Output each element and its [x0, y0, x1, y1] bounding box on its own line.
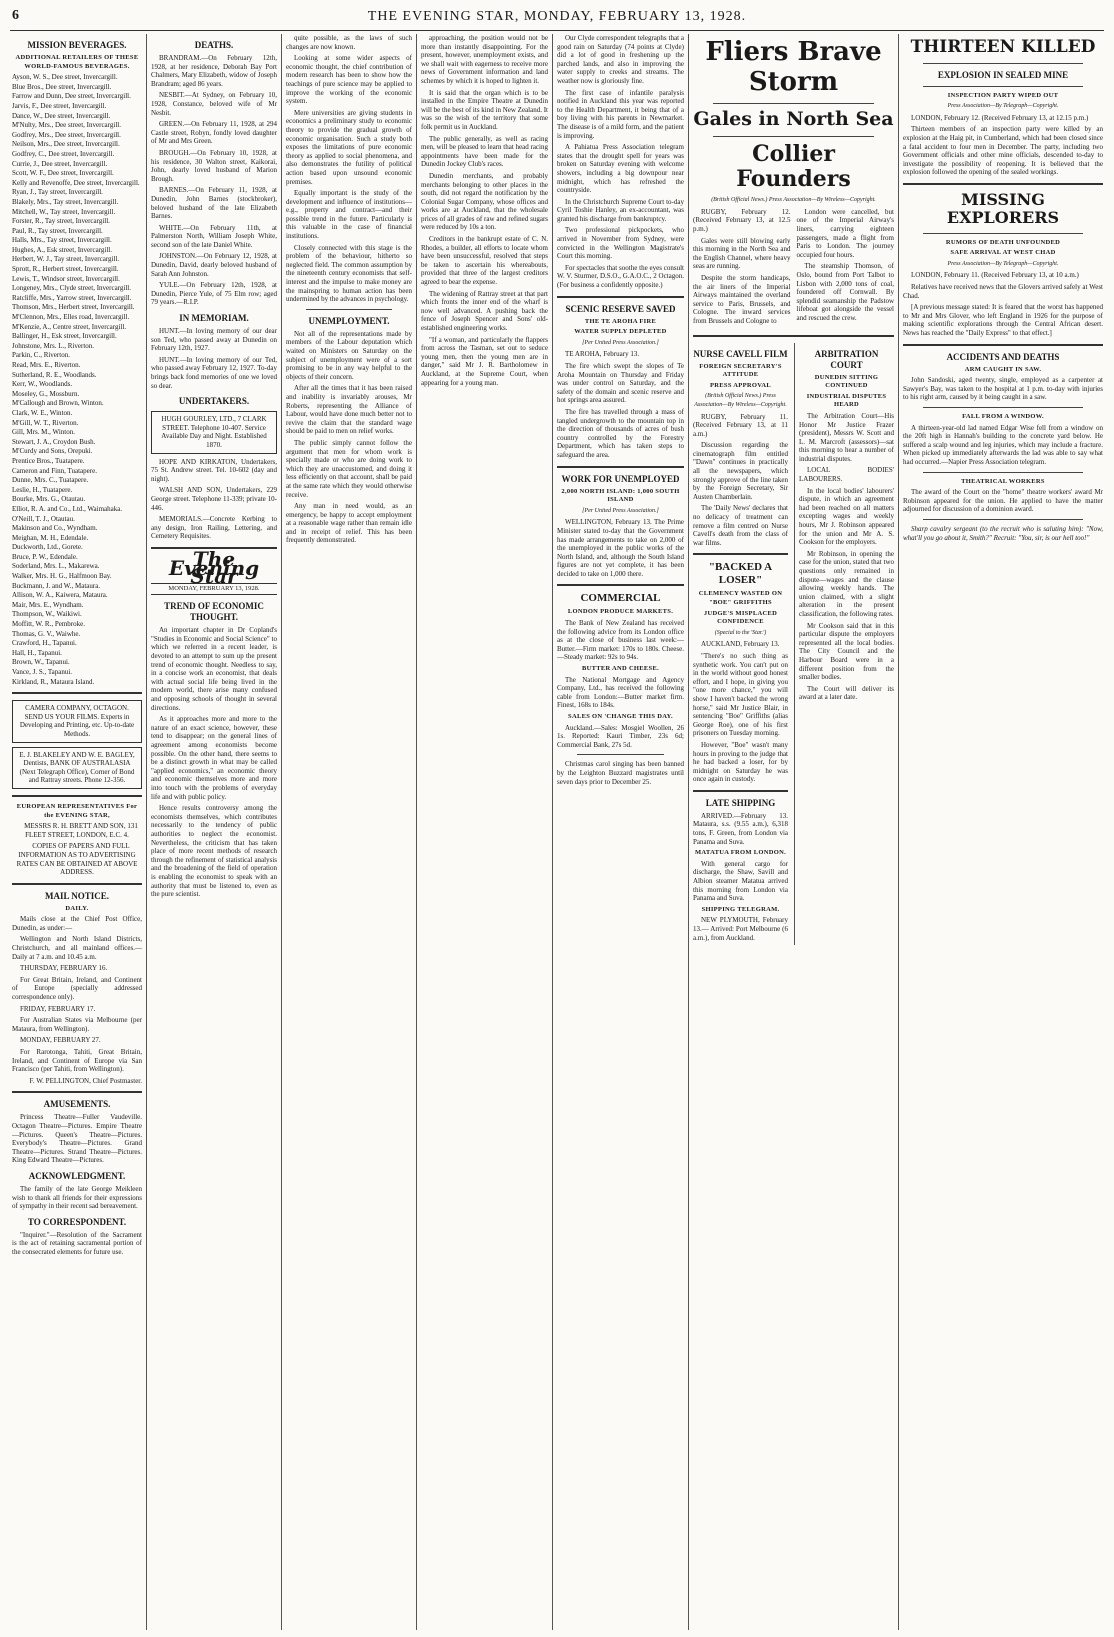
retailer-list-item: Allison, W. A., Kaiwera, Mataura. — [12, 591, 108, 600]
fliers-paragraph: The steamship Thomson, of Oslo, bound from Port Talbot to Lisbon with 2,000 tons of coal, foundered off Cornwall. By splendid seamanship the Padstow lifeboat got alongside the vessel and rescued the crew. — [796, 262, 894, 322]
killed-body — [903, 114, 1103, 177]
work-unemployed-source: [Per United Press Association.] — [582, 507, 659, 514]
retailer-list-item: Johnstone, Mrs. L., Riverton. — [12, 341, 95, 350]
retailer-list-item: O'Neill, T. J., Otautau. — [12, 514, 75, 523]
divider — [903, 344, 1103, 346]
arbitration-sub: DUNEDIN SITTING CONTINUED — [814, 373, 879, 390]
matatua-title: MATATUA FROM LONDON. — [694, 849, 787, 857]
mail-notice-paragraph: THURSDAY, FEBRUARY 16. — [20, 964, 108, 973]
unemployment-title: UNEMPLOYMENT. — [308, 315, 390, 326]
column-rule — [146, 34, 147, 1630]
mail-notice-sign: F. W. PELLINGTON, Chief Postmaster. — [29, 1076, 142, 1085]
cavell-sub2: PRESS APPROVAL — [710, 381, 771, 389]
dateline: MONDAY, FEBRUARY 13, 1928. — [151, 583, 277, 596]
inspection-party-sub: INSPECTION PARTY WIPED OUT — [947, 91, 1059, 99]
christmas-carol-item: Christmas carol singing has been banned by the Leighton Buzzard magistrates until seven days prior to December 25. — [557, 760, 684, 786]
editorial-paragraph: Equally important is the study of the development and influence of institutions—e.g., property and contract—and their possible trend in the future. Particularly is this valuable in the case of financial institutions. — [286, 189, 412, 241]
divider — [577, 754, 664, 755]
in-memoriam-title: IN MEMORIAM. — [179, 313, 249, 324]
news-paragraph: Dunedin merchants, and probably merchants belonging to other places in the south, did not regard the notification by the Colonial Sugar Company, whose offices and works are at Auckland, that the wholesale prices of all grades of raw and refined sugars were reduced by 10s a ton. — [421, 171, 548, 232]
mail-notice-title: MAIL NOTICE. — [44, 890, 109, 901]
amusements-title: AMUSEMENTS. — [43, 1099, 111, 1110]
butter-cheese-title: BUTTER AND CHEESE. — [581, 665, 660, 673]
walsh-ad: WALSH AND SON, Undertakers, 229 George street. Telephone 11-339; private 10-446. — [151, 486, 277, 512]
retailer-list-item: M'Nulty, Mrs., Dee street, Invercargill. — [12, 121, 121, 130]
arbitration-body — [799, 412, 894, 702]
lower-split — [693, 343, 894, 946]
theatrical-body: The award of the Court on the "home" theatre workers' award Mr Robinson appeared for the union. He applied to have the matter adjourned for discussion of a dominion award. — [903, 488, 1103, 514]
retailer-list-item: Farrow and Dunn, Dee street, Invercargill. — [12, 92, 131, 101]
retailer-list-item: Blakely, Mrs., Tay street, Invercargill. — [12, 197, 119, 206]
retailer-list-item: Thomson, Mrs., Herbert street, Invercargill. — [12, 303, 135, 312]
correspondent-title: TO CORRESPONDENT. — [27, 1216, 127, 1227]
news-paragraph: Creditors in the bankrupt estate of C. N. Rhodes, a builder, all efforts to locate whom have been unsuccessful, resolved that steps be taken to ascertain his whereabouts, provided that three of the largest creditors agreed to bear the expense. — [421, 235, 548, 287]
missing-explorers-headline: MISSING EXPLORERS — [946, 189, 1060, 228]
sales-change-body: Auckland.—Sales: Mosgiel Woollen, 26 1s. Reported: Kauri Timber, 23s 6d; Commercial Bank, 27s 5d. — [557, 723, 684, 749]
cavell-paragraph: Discussion regarding the cinematograph film entitled "Dawn" continues in practically all the newspapers, which strongly approve of the line taken by the Foreign Secretary, Sir Austen Chamberlain. — [693, 441, 788, 501]
retailer-list-item: Lewis, T., Windsor street, Invercargill. — [12, 274, 120, 283]
fliers-body-right — [797, 208, 895, 329]
arbitration-paragraph: The Arbitration Court—His Honor Mr Justice Frazer (president), Messrs W. Scott and L. M. Marcroft (assessors)—sat this morning to hear a number of industrial disputes. — [799, 411, 894, 463]
memoriam-notice: HUNT.—In loving memory of our dear son Ted, who passed away at Dunedin on February 12th, 1927. — [151, 327, 277, 353]
column-2 — [151, 34, 277, 1630]
divider — [713, 103, 874, 104]
in-memoriam-list — [151, 327, 277, 390]
camera-company-ad: CAMERA COMPANY, OCTAGON. SEND US YOUR FILMS. Experts in Developing and Printing, etc. Up-to-date Methods. — [12, 700, 142, 742]
scenic-reserve-sub: THE TE AROHA FIRE — [584, 317, 657, 325]
retailer-list-item: Parkin, C., Riverton. — [12, 351, 70, 360]
page-number: 6 — [12, 8, 19, 23]
arbitration-paragraph: Mr Cookson said that in this particular dispute the employers represented all the local bodies. The City Council and the Harbour Board were in a different position from the smaller bodies. — [799, 621, 894, 682]
retailer-list-item: M'Callough and Brown, Winton. — [12, 399, 104, 408]
fall-window-title: FALL FROM A WINDOW. — [962, 412, 1044, 420]
divider — [12, 1091, 142, 1093]
death-notice: YULE.—On February 12th, 1928, at Dunedin, Pierce Yule, of 75 Elm row; aged 79 years.—R.I.P. — [151, 281, 277, 307]
death-notice: JOHNSTON.—On February 12, 1928, at Dunedin, David, dearly beloved husband of Sarah Ann Johnston. — [151, 252, 277, 278]
divider — [693, 790, 788, 792]
memorials-ad: MEMORIALS.—Concrete Kerbing to any design, Iron Railing, Lettering, and Cemetery Requisites. — [151, 515, 277, 541]
mission-subtitle: ADDITIONAL RETAILERS OF THESE WORLD-FAMOUS BEVERAGES. — [15, 54, 139, 70]
column-rule — [416, 34, 417, 1630]
retailer-list-item: Soderland, Mrs. L., Makarewa. — [12, 562, 100, 571]
divider — [923, 233, 1083, 234]
retailer-list-item: M'Gill, W. T., Riverton. — [12, 418, 79, 427]
loser-body — [693, 640, 788, 784]
retailer-list-item: Ayson, W. S., Dee street, Invercargill. — [12, 73, 118, 82]
arbitration-title: ARBITRATION COURT — [814, 348, 879, 370]
retailer-list-item: Moseley, G., Mossburn. — [12, 389, 80, 398]
mail-notice-paragraph: FRIDAY, FEBRUARY 17. — [20, 1004, 96, 1013]
death-notice: WHITE.—On February 11th, at Palmerston North, William Joseph White, second son of the late Daniel White. — [151, 223, 277, 249]
euro-rep-body: MESSRS R. H. BRETT AND SON, 131 FLEET STREET, LONDON, E.C. 4. — [24, 822, 138, 839]
cavell-body — [693, 413, 788, 548]
retailer-list-item: Sprott, R., Herbert street, Invercargill. — [12, 265, 119, 274]
retailer-list-item: Stewart, J. A., Croydon Bush. — [12, 437, 96, 446]
divider — [923, 472, 1083, 473]
editorial-title: TREND OF ECONOMIC THOUGHT. — [164, 601, 264, 623]
news-paragraph: Two professional pickpockets, who arrived in November from Sydney, were convicted in the Wellington Magistrate's Court this morning. — [557, 226, 684, 261]
late-shipping-body: ARRIVED.—February 13. Mataura, s.s. (9.55 a.m.), 6,318 tons, F. Green, from London via Panama and Suva. — [693, 811, 788, 846]
accidents-title: ACCIDENTS AND DEATHS — [946, 351, 1060, 362]
divider — [12, 692, 142, 694]
unemployment-paragraph: Not all of the representations made by members of the Labour deputation which waited on Ministers on Saturday on the subject of unemployment were of a sort promising to be in any way helpful to the objects of their concern. — [286, 329, 412, 381]
retailer-list-item: Walker, Mrs. H. G., Halfmoon Bay. — [12, 572, 112, 581]
explorers-sub: RUMORS OF DEATH UNFOUNDED — [945, 238, 1061, 246]
fall-window-body: A thirteen-year-old lad named Edgar Wise fell from a window on the 20ft high in Hannah's building to the concrete yard below. He suffered a scalp wound and leg injuries, which may include a fracture. When picked up immediately afterwards the lad was able to say what had occurred.—Napier Press Association telegram. — [903, 423, 1103, 466]
death-notice: BRANDRAM.—On February 12th, 1928, at her residence, Deborah Bay Port Chalmers, Mary Elizabeth, widow of Joseph Brandram; aged 86 years. — [151, 54, 277, 88]
cavell-paragraph: RUGBY, February 11. (Received February 13, at 11 a.m.) — [693, 412, 788, 438]
column-rule — [552, 34, 553, 1630]
retailer-list-item: Halls, Mrs., Tay street, Invercargill. — [12, 236, 112, 245]
divider — [306, 309, 392, 310]
newspaper-nameplate: The Evening Star — [168, 546, 260, 589]
collier-headline: Collier Founders — [736, 140, 851, 192]
divider — [923, 407, 1083, 408]
memoriam-notice: HUNT.—In loving memory of our Ted, who passed away February 12, 1927. To-day brings back fond memories of one we loved so dear. — [151, 355, 277, 390]
death-notice: NESBIT.—At Sydney, on February 10, 1928, Constance, beloved wife of Mr Nesbit. — [151, 91, 277, 117]
cavell-source: (British Official News.) Press Association—By Wireless—Copyright. — [694, 393, 787, 408]
fliers-headline: Fliers Brave Storm — [705, 37, 882, 97]
mail-notice-body — [12, 915, 142, 1074]
dentist-ad: E. J. BLAKELEY AND W. E. BAGLEY, Dentists, BANK OF AUSTRALASIA (Next Telegraph Office), Corner of Bond and Rattray streets. Phone 12-356. — [12, 747, 142, 789]
divider — [713, 136, 874, 137]
divider — [12, 795, 142, 797]
shipping-telegram-body: NEW PLYMOUTH, February 13.— Arrived: Port Melbourne (6 a.m.), from Auckland. — [693, 916, 788, 942]
editorial-paragraph: Looking at some wider aspects of economic thought, the chief contribution of modern research has been to show how the teachings of pure science may be applied to improve the working of the economic system. — [286, 54, 412, 106]
column-rule — [898, 34, 899, 1630]
scenic-reserve-paragraph: The fire has travelled through a mass of tangled undergrowth to the mountain top in the direction of thousands of acres of bush country controlled by the Forestry Department, which has taken steps to safeguard the area. — [557, 407, 684, 459]
amusements-body: Princess Theatre—Fuller Vaudeville. Octagon Theatre—Pictures. Empire Theatre—Pictures. Queen's Theatre—Pictures. Everybody's Theatre—Pictures. Grand Theatre—Pictures. Strand Theatre—Pictures. King Edward Theatre—Pictures. — [12, 1113, 142, 1165]
loser-paragraph: However, "Boe" wasn't many hours in proving to the judge that he had backed a loser, for by midnight on Saturday he was once again in custody. — [693, 740, 788, 784]
explorers-paragraph: [A previous message stated: It is feared that the worst has happened to Mr and Mrs Glover, who left England in 1926 for the purpose of making scientific explorations through the Central African desert. News has reached the "Daily Express" to that effect.] — [903, 303, 1103, 338]
divider — [557, 584, 684, 586]
death-notice: BARNES.—On February 11, 1928, at Dunedin, John Barnes (stockbroker), beloved husband of the late Elizabeth Barnes. — [151, 186, 277, 221]
cavell-paragraph: The 'Daily News' declares that no delicacy of treatment can remove a film centred on Nurse Cavell's death from the class of war films. — [693, 504, 788, 547]
explorers-source: Press Association—By Telegraph—Copyright. — [947, 260, 1059, 267]
retailer-list-item: Kirkland, R., Mataura Island. — [12, 677, 95, 686]
editorial-body — [151, 626, 277, 898]
cavell-title: NURSE CAVELL FILM — [693, 348, 788, 359]
retailer-list-item: Thomas, G. V., Waiwhe. — [12, 629, 81, 638]
divider — [923, 63, 1083, 64]
news-paragraph: A Pahiatua Press Association telegram states that the drought spell for years was broken on Saturday evening with welcome showers, including a big downpour near midnight, which has refreshed the countryside. — [557, 143, 684, 195]
scenic-reserve-paragraph: TE AROHA, February 13. — [565, 350, 640, 359]
news-paragraphs — [557, 34, 684, 261]
retailer-list-item: Dunne, Mrs. C., Tuatapere. — [12, 476, 89, 485]
retailer-list-item: Sutherland, R. E., Woodlands. — [12, 370, 97, 379]
news-paragraph: approaching, the position would not be more than instantly disappointing. For the present, however, unemployment exists, and we shall wait with eagerness to receive more news of Government information and land schemes by which it is hoped to lighten it. — [421, 34, 548, 85]
masthead — [10, 6, 1104, 31]
mail-notice-paragraph: Mails close at the Chief Post Office, Dunedin, as under:— — [12, 915, 142, 932]
scenic-reserve-source: [Per United Press Association.] — [582, 339, 659, 346]
retailer-list-item: Leslie, H., Tuatapere. — [12, 485, 73, 494]
arbitration-paragraph: LOCAL BODIES' LABOURERS. — [799, 466, 894, 484]
explorers-sub2: SAFE ARRIVAL AT WEST CHAD — [950, 249, 1056, 257]
explorers-body — [903, 271, 1103, 337]
news-paragraph: The public generally, as well as racing men, will be pleased to learn that head racing appointments have been made for the Dunedin Jockey Club's races. — [421, 134, 548, 169]
scenic-reserve-title: SCENIC RESERVE SAVED — [565, 303, 676, 314]
fliers-paragraph: London were cancelled, but one of the Imperial Airway's liners, carrying eighteen passengers, made a flight from Paris to London. The journey occupied four hours. — [796, 207, 894, 259]
retailer-list-item: M'Curdy and Sons, Orepuki. — [12, 447, 93, 456]
retailer-list-item: Kelly and Revenoffe, Dee street, Invercargill. — [12, 178, 140, 187]
lower-left-column — [693, 343, 788, 946]
unemployment-paragraph: Any man in need would, as an emergency, be happy to accept employment at a reasonable wage rather than remain idle and in receipt of relief. This has been frequently demonstrated. — [286, 502, 412, 545]
fliers-paragraph: Despite the storm handicaps, the air liners of the Imperial Airways maintained the overland service to Paris, Brussels, and Cologne. The inward services from Brussels and Cologne to — [693, 273, 791, 325]
retailer-list-item: Vance, J. S., Tapanui. — [12, 668, 73, 676]
spectacles-ad: For spectacles that soothe the eyes consult W. V. Sturmer, D.S.O., G.A.O.C., 2 Octagon. (For business a confidently opposite.) — [557, 263, 684, 290]
death-notice: BROUGH.—On February 10, 1928, at his residence, 30 Walton street, Kaikorai, John, dearly loved husband of Marion Brough. — [151, 148, 277, 183]
retailer-list-item: Mitchell, W., Tay street, Invercargill. — [12, 207, 116, 216]
editorial-paragraph: Closely connected with this stage is the problem of the behaviour, hitherto so neglected field. The common assumption by the nineteenth century economists that self-interest and the impulse to make money are the mainspring to human action has been undermined by the advances in psychology. — [286, 243, 412, 304]
retailer-list-item: M'Kenzie, A., Centre street, Invercargill. — [12, 322, 127, 331]
newspaper-header-title: THE EVENING STAR, MONDAY, FEBRUARY 13, 1928. — [367, 9, 747, 24]
divider — [557, 466, 684, 468]
news-paragraphs — [421, 34, 548, 387]
retailer-list-item: Currie, J., Dee street, Invercargill. — [12, 159, 108, 168]
scenic-reserve-paragraph: The fire which swept the slopes of Te Aroha Mountain on Thursday and Friday was under control on Saturday, and the safety of the domain and scenic reserve and hot springs area assured. — [557, 362, 684, 405]
unemployment-paragraph: After all the times that it has been raised and inability is invariably arouses, Mr Roberts, representing the Alliance of Labour, would have done much better not to revive the claim that the standard wage should be paid to men on relief works. — [286, 384, 412, 436]
loser-title: "BACKED A LOSER" — [708, 561, 773, 587]
euro-rep-title: EUROPEAN REPRESENTATIVES For the EVENING STAR, — [16, 802, 138, 819]
loser-sub2: JUDGE'S MISPLACED CONFIDENCE — [703, 609, 778, 626]
column-3 — [286, 34, 412, 1630]
retailer-list-item: Dance, W., Dee street, Invercargill. — [12, 111, 111, 120]
hope-ad: HOPE AND KIRKATON, Undertakers, 75 St. Andrew street. Tel. 10-602 (day and night). — [151, 457, 277, 483]
arm-caught-body: John Sandoski, aged twenty, single, employed as a carpenter at Sawyer's Bay, was taken to the hospital at 1 p.m. to-day with injuries to his right arm, caused by it being caught in a saw. — [903, 376, 1103, 402]
divider — [557, 296, 684, 298]
butter-cheese-body: The National Mortgage and Agency Company, Ltd., has received the following cable from London:—Butter market firm. Finest, 168s to 184s. — [557, 675, 684, 710]
editorial-paragraph: An important chapter in Dr Copland's "Studies in Economic and Social Science" to which we referred in a recent leader, is devoted to an attempt to sum up the present trend of economic thought. Needless to say, in a concise work an economist, that deals with actual social life being lived in the modern world, there arise many confused and opposing schools of thought in several directions. — [151, 626, 277, 712]
divider — [903, 183, 1103, 185]
mail-notice-paragraph: For Great Britain, Ireland, and Continent of Europe (specially addressed correspondence only). — [12, 975, 142, 1002]
fliers-source: (British Official News.) Press Association—By Wireless—Copyright. — [711, 197, 876, 204]
news-paragraph: The first case of infantile paralysis notified in Auckland this year was reported to the Health Department, it being that of a boy living with his parents in Newmarket. The disease is of a mild form, and the patient is improving. — [557, 88, 684, 140]
retailer-list-item: Mair, Mrs. E., Wyndham. — [12, 600, 84, 609]
unemployment-body — [286, 330, 412, 545]
arbitration-paragraph: The Court will deliver its award at a later date. — [799, 684, 894, 702]
editorial-continued — [286, 34, 412, 304]
retailer-list-item: Forster, R., Tay street, Invercargill. — [12, 217, 110, 226]
gourley-ad: HUGH GOURLEY, LTD., 7 CLARK STREET. Telephone 10-407. Service Available Day and Night. Established 1870. — [151, 411, 277, 453]
retailer-list-item: Hughes, A., Esk street, Invercargill. — [12, 245, 112, 254]
shipping-telegram-title: SHIPPING TELEGRAM. — [701, 905, 780, 913]
deaths-list — [151, 54, 277, 307]
fliers-paragraph: Gales were still blowing early this morning in the North Sea and the English Channel, where heavy seas are running. — [693, 236, 791, 271]
news-paragraph: It is said that the organ which is to be installed in the Empire Theatre at Dunedin will be the best of its kind in New Zealand. It was so the wish of the territory that some folk permit us in Auckland. — [421, 88, 548, 131]
killed-paragraph: LONDON, February 12. (Received February 13, at 12.15 p.m.) — [911, 113, 1089, 122]
retailer-list-item: Godfrey, Mrs., Dee street, Invercargill. — [12, 130, 121, 139]
retailer-list-item: Thompson, W., Waikiwi. — [12, 610, 82, 619]
undertakers-title: UNDERTAKERS. — [178, 396, 250, 407]
mail-notice-paragraph: Wellington and North Island Districts, Christchurch, and all mainland offices.—Daily at 7 a.m. and 10.45 a.m. — [12, 935, 142, 961]
retailer-list-item: Duckworth, Ltd., Gorete. — [12, 543, 83, 552]
late-shipping-title: LATE SHIPPING — [705, 797, 776, 808]
loser-paragraph: "There's no such thing as synthetic work. You can't put on in the world without good honest effort, and I hope, in giving you "one more chance," you will show I haven't backed the wrong horse," said Mr Justice Blair, in sentencing "Boe" Griffiths (alias George Roe), one of his first prisoners on Tuesday morning. — [693, 651, 788, 738]
explorers-paragraph: LONDON, February 11. (Received February 13, at 10 a.m.) — [911, 271, 1079, 280]
divider — [693, 335, 894, 337]
editorial-paragraph: Mere universities are giving students in economics a preliminary study to economic theory to provide the gradual growth of economic organisation. Such a study both exposes the limitations of pure economic theory as applied to social phenomena, and also demonstrates the futility of political action based upon unsound economic premises. — [286, 108, 412, 186]
sales-change-title: SALES ON 'CHANGE THIS DAY. — [568, 713, 673, 720]
retailer-list-item: Bruce, P. W., Edendale. — [12, 552, 78, 561]
gales-headline: Gales in North Sea — [693, 107, 894, 130]
retailer-list-item: Clark, W. E., Winton. — [12, 408, 73, 417]
death-notice: GREEN.—On February 11, 1928, at 294 Castle street, Robyn, fondly loved daughter of Mr and Mrs Green. — [151, 120, 277, 146]
mail-notice-paragraph: For Australian States via Melbourne (per Mataura, from Wellington). — [12, 1016, 142, 1033]
correspondent-body: "Inquirer."—Resolution of the Sacrament is the act of retaining sacramental portion of the consecrated elements for future use. — [12, 1230, 142, 1256]
retailer-list-item: Crawford, H., Tapanui. — [12, 639, 77, 648]
column-4 — [421, 34, 548, 1630]
mail-notice-paragraph: For Rarotonga, Tahiti, Great Britain, Ireland, and Continent of Europe via San Francisco (per Tahiti, from Wellington). — [12, 1048, 142, 1074]
arm-caught-title: ARM CAUGHT IN SAW. — [964, 365, 1042, 373]
arbitration-paragraph: In the local bodies' labourers' dispute, in which an agreement had been reached on all matters excepting wages and weekly hours, Mr J. Robinson appeared for the union and Mr A. S. Cookson for the employers. — [799, 486, 894, 547]
editorial-paragraph: quite possible, as the laws of such changes are now known. — [286, 34, 412, 51]
divider — [693, 553, 788, 555]
retailer-list-item: Herbert, W. J., Tay street, Invercargill. — [12, 255, 120, 264]
scenic-reserve-body — [557, 350, 684, 459]
retailer-list-item: Kerr, W., Woodlands. — [12, 380, 73, 389]
retailer-list-item: Meighan, M. H., Edendale. — [12, 533, 89, 542]
loser-sub: CLEMENCY WASTED ON "BOE" GRIFFITHS — [698, 590, 783, 606]
news-paragraph: The widening of Rattray street at that part which fronts the inner end of the wharf is now well advanced. A pushing back the fence of Joseph Spencer and Sons' old-established engineering works. — [421, 289, 548, 332]
retailer-list-item: Prentice Bros., Tuatapere. — [12, 456, 85, 465]
retailer-list-item: Elliot, R. A. and Co., Ltd., Waimahaka. — [12, 504, 123, 513]
produce-markets-body: The Bank of New Zealand has received the following advice from its London office as at the close of business last week:— Butter.—Firm market: 170s to 180s. Cheese.—Steady market: 92s to 94s. — [557, 619, 684, 662]
lower-right-column — [794, 343, 894, 946]
retailer-list-item: Gill, Mrs. M., Winton. — [12, 428, 75, 437]
retailer-list-item: Ballinger, H., Esk street, Invercargill. — [12, 332, 117, 341]
scenic-reserve-sub2: WATER SUPPLY DEPLETED — [574, 328, 667, 336]
news-paragraph: Our Clyde correspondent telegraphs that a good rain on Saturday (74 points at Clyde) did a lot of good in freshening up the parched lands, and also in improving the water supply to creeks and streams. The weather now is gloriously fine. — [557, 34, 684, 85]
news-paragraph: In the Christchurch Supreme Court to-day Cyril Toshie Hanley, an ex-accountant, was granted his discharge from bankruptcy. — [557, 197, 684, 223]
retailer-list-item: Buckmann, J. and W., Mataura. — [12, 581, 101, 590]
cavell-sub: FOREIGN SECRETARY'S ATTITUDE — [699, 362, 782, 379]
column-8 — [903, 34, 1103, 1630]
sealed-mine-sub: EXPLOSION IN SEALED MINE — [937, 69, 1069, 80]
thirteen-killed-headline: THIRTEEN KILLED — [910, 37, 1096, 57]
explorers-paragraph: Relatives have received news that the Glovers arrived safely at West Chad. — [903, 283, 1103, 300]
loser-paragraph: AUCKLAND, February 13. — [701, 640, 780, 649]
editorial-paragraph: As it approaches more and more to the nature of an exact science, however, these tend to disappear; on the general lines of agreement among economists become possible. On the other hand, there seems to be a distinct growth in what may be called "applied economics," an economic theory and economic themselves more and more into touch with the problems of everyday life and with public policy. — [151, 715, 277, 801]
divider — [923, 86, 1083, 87]
acknowledgment-body: The family of the late George Meikleen wish to thank all friends for their expressions of sympathy in their recent sad bereavement. — [12, 1184, 142, 1211]
news-paragraph: "If a woman, and particularly the flappers from across the Tasman, set out to seduce young men, then the young men are in danger," said Mr J. R. Bartholomew in Auckland, at the Supreme Court, when appearing for a young man. — [421, 335, 548, 387]
column-rule — [688, 34, 689, 1630]
euro-rep-copies: COPIES OF PAPERS AND FULL INFORMATION AS TO ADVERTISING RATES CAN BE OBTAINED AT ABOVE ADDRESS. — [16, 842, 138, 877]
column-1 — [12, 34, 142, 1630]
killed-paragraph: Thirteen members of an inspection party were killed by an explosion at the Haig pit, in Cumberland, which had been closed since a fatal accident to four men in December. The party, including two Government officials and other mine officials, descended to-day to investigate the possibility of reopening. It is believed that the explosion followed the opening of the sealed workings. — [903, 125, 1103, 177]
acknowledgment-title: ACKNOWLEDGMENT. — [28, 1170, 126, 1181]
mail-notice-daily: DAILY. — [65, 904, 89, 912]
unemployment-paragraph: The public simply cannot follow the argument that men for whom work is specially made or who are doing work to which they are unaccustomed, and doing it less efficiently on that account, shall be paid at the same rate which they would otherwise receive. — [286, 438, 412, 499]
work-unemployed-body: WELLINGTON, February 13. The Prime Minister stated to-day that the Government has made arrangements to take on 2,000 of the unemployed in the public works of the North Island, and, although the South Island figures are not yet complete, it has been decided to take on 1,000 there. — [557, 518, 684, 578]
retailer-list-item: Hall, H., Tapanui. — [12, 648, 62, 657]
retailer-list-item: Moffitt, W. R., Pembroke. — [12, 620, 85, 629]
commercial-title: COMMERCIAL — [580, 592, 661, 605]
divider — [923, 519, 1083, 520]
retailer-list-item: Brown, W., Tapanui. — [12, 658, 70, 667]
arbitration-sub2: INDUSTRIAL DISPUTES HEARD — [806, 392, 887, 409]
mission-title: MISSION BEVERAGES. — [27, 40, 127, 50]
retailer-list-item: Paul, R., Tay street, Invercargill. — [12, 226, 103, 235]
fliers-paragraph: RUGBY, February 12. (Received February 13, at 12.5 p.m.) — [693, 207, 791, 233]
retailer-list-item: Bourke, Mrs. G., Otautau. — [12, 495, 86, 504]
joke-item: Sharp cavalry sergeant (to the recruit who is saluting him): "Now, what'll you go about it, Smith?" Recruit: "You, sir, is our hell too!" — [903, 524, 1103, 542]
retailer-list-item: Cameron and Finn, Tuatapere. — [12, 466, 97, 475]
editorial-paragraph: Hence results controversy among the economists themselves, which contributes necessarily to the tendency of public authorities to neglect the economist. Nevertheless, the criticism that has taken place of more recent methods of research through the refinement of statistical analysis and the broadening of the field of operation is enabling the economist to speak with an authority that must be listened to, even as the pure scientist. — [151, 804, 277, 899]
retailer-list-item: Neilson, Mrs., Dee street, Invercargill. — [12, 140, 120, 149]
work-unemployed-title: WORK FOR UNEMPLOYED — [561, 473, 680, 484]
retailer-list — [12, 73, 142, 686]
column-rule — [281, 34, 282, 1630]
retailer-list-item: Longeney, Mrs., Clyde street, Invercargill. — [12, 284, 131, 293]
retailer-list-item: Read, Mrs. E., Riverton. — [12, 361, 81, 369]
work-unemployed-sub: 2,000 NORTH ISLAND: 1,000 SOUTH ISLAND — [561, 487, 680, 504]
killed-source: Press Association—By Telegraph—Copyright. — [947, 103, 1059, 110]
retailer-list-item: Ryan, J., Tay street, Invercargill. — [12, 188, 103, 197]
retailer-list-item: Blue Bros., Dee street, Invercargill. — [12, 82, 112, 91]
retailer-list-item: Scott, W. F., Dee street, Invercargill. — [12, 169, 114, 178]
retailer-list-item: Makinson and Co., Wyndham. — [12, 524, 98, 533]
theatrical-title: THEATRICAL WORKERS — [961, 477, 1045, 485]
fliers-body — [693, 208, 894, 329]
column-6 — [693, 34, 894, 1630]
retailer-list-item: Godfrey, C., Dee street, Invercargill. — [12, 149, 115, 158]
deaths-title: DEATHS. — [194, 40, 234, 50]
fliers-body-left — [693, 208, 791, 329]
retailer-list-item: M'Clennon, Mrs., Elles road, Invercargill. — [12, 313, 130, 322]
column-5 — [557, 34, 684, 1630]
arbitration-paragraph: Mr Robinson, in opening the case for the union, stated that two questions only remained in dispute—wages and the clause allowing weekly hands. The union claimed, with a slight alteration in the present classification, the following rates. — [799, 549, 894, 618]
matatua-body: With general cargo for discharge, the Shaw, Savill and Albion steamer Matatua arrived this morning from London via Panama and Suva. — [693, 859, 788, 903]
retailer-list-item: Ratcliffe, Mrs., Yarrow street, Invercargill. — [12, 293, 132, 302]
mail-notice-paragraph: MONDAY, FEBRUARY 27. — [20, 1036, 101, 1045]
divider — [12, 883, 142, 885]
loser-source: (Special to the 'Star.') — [714, 629, 767, 636]
produce-markets-title: LONDON PRODUCE MARKETS. — [567, 608, 674, 616]
retailer-list-item: Jarvis, F., Dee street, Invercargill. — [12, 101, 107, 110]
